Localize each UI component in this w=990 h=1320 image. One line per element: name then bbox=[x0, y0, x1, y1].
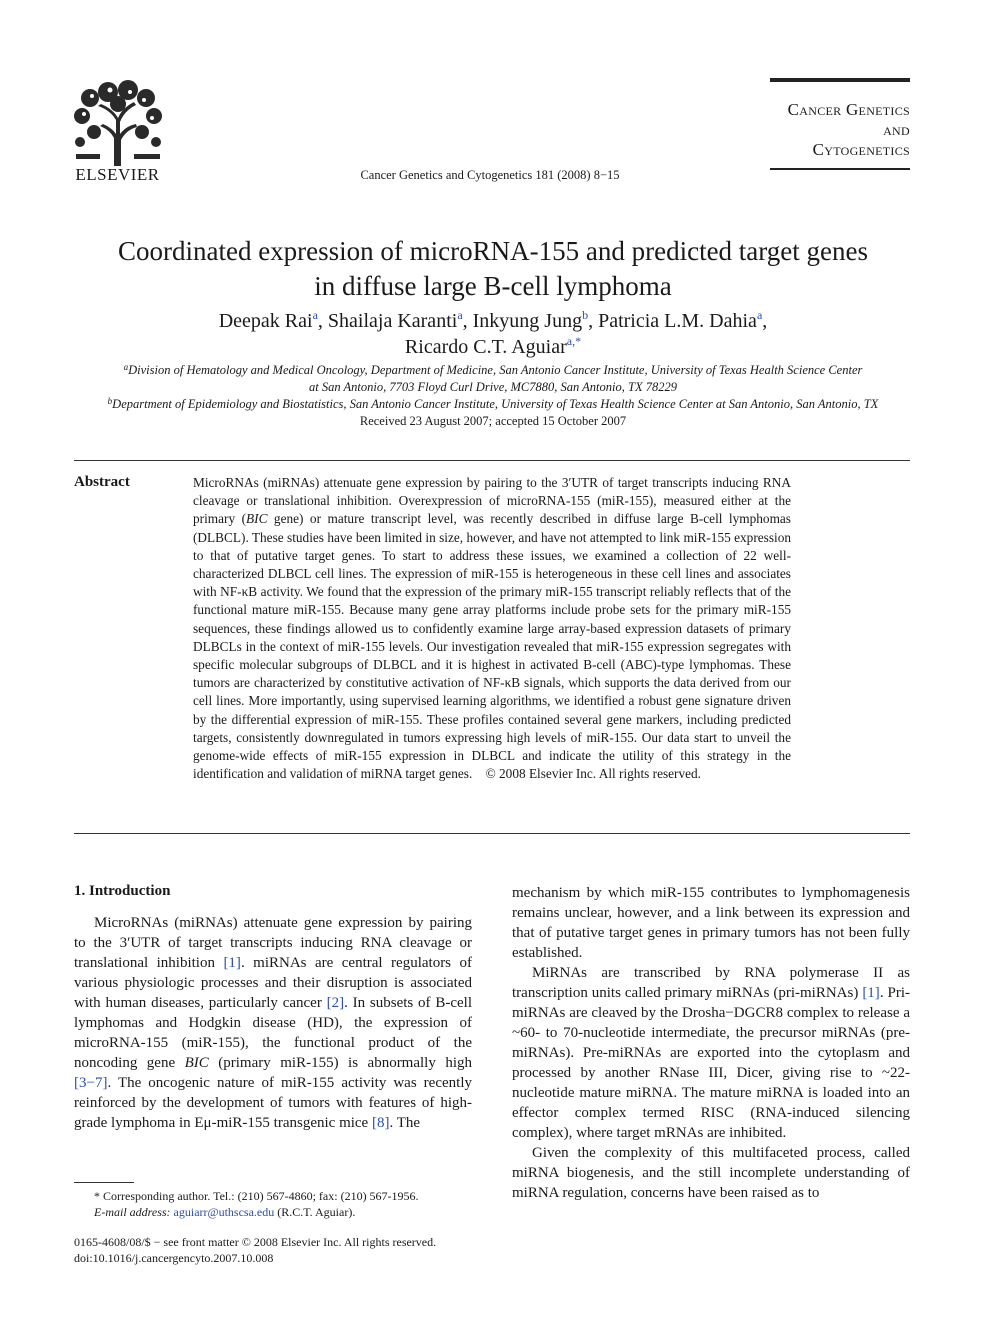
abstract-label: Abstract bbox=[74, 474, 130, 490]
author-affiliation-link[interactable]: a,* bbox=[566, 334, 582, 348]
corresponding-author: * Corresponding author. Tel.: (210) 567-4860; fax: (210) 567-1956. bbox=[94, 1189, 419, 1203]
author-line-1 bbox=[60, 308, 926, 334]
masthead-line-3: Cytogenetics bbox=[812, 140, 910, 159]
title-line-1: Coordinated expression of microRNA-155 and predicted target genes bbox=[117, 236, 869, 266]
elsevier-logo bbox=[70, 80, 165, 185]
author-affiliation-link[interactable]: b bbox=[582, 308, 589, 322]
masthead-title bbox=[770, 82, 910, 168]
intro-paragraph-2 bbox=[512, 963, 910, 1143]
elsevier-tree-logo-icon bbox=[70, 80, 165, 166]
author-separator: , bbox=[317, 310, 328, 332]
author-name: Deepak Rai bbox=[218, 310, 313, 332]
email-link[interactable]: aguiarr@uthscsa.edu bbox=[173, 1205, 275, 1219]
masthead-line-2: and bbox=[883, 120, 910, 139]
publisher-name: ELSEVIER bbox=[75, 165, 160, 184]
body-text: MicroRNAs (miRNAs) attenuate gene expression by pairing to the 3′UTR of target transcripts inducing RNA cleavage or translational inhibition bbox=[74, 915, 472, 971]
abstract-text-part: gene) or mature transcript level, was recently described in diffuse large B-cell lymphomas (DLBCL). These studies have been limited in size, however, and have not attempted to link miR-155 expression to that of putative target genes. To start to address these issues, we examined a collection of 22 well-characterized DLBCL cell lines. The expression of miR-155 is heterogeneous in these cell lines and associates with NF-κB activity. We found that the expression of the primary miR-155 transcript reliably reflects that of the functional mature miR-155. Because many gene array platforms include probe sets for the primary miR-155 sequences, these findings allowed us to confidently examine large array-based expression datasets of primary DLBCLs in the context of miR-155 levels. Our investigation revealed that miR-155 expression segregates with specific molecular subgroups of DLBCL and it is highest in activated B-cell (ABC)-type lymphomas. These tumors are characterized by constitutive activation of NF-κB signals, which supports the data derived from our cell lines. More importantly, using supervised learning algorithms, we identified a robust gene signature driven by the differential expression of miR-155. These profiles contained several gene markers, including predicted targets, consistently downregulated in tumors expressing high levels of miR-155. Our data start to unveil the genome-wide effects of miR-155 expression in DLBCL and indicate the utility of this strategy in the identification and validation of miRNA target genes. bbox=[193, 511, 791, 782]
article-title bbox=[60, 234, 926, 304]
footnote-corresponding bbox=[74, 1188, 494, 1220]
abstract-gene-name: BIC bbox=[246, 511, 268, 527]
affiliation-b-line-1: Department of Epidemiology and Biostatistics, San Antonio Cancer Institute, University of Texas Health Science Center at San Antonio, San Antonio, TX bbox=[112, 397, 879, 411]
masthead-bottom-rule bbox=[770, 168, 910, 170]
received-dates: Received 23 August 2007; accepted 15 October 2007 bbox=[359, 414, 627, 428]
email-suffix: (R.C.T. Aguiar). bbox=[274, 1205, 356, 1219]
body-text: . In subsets of B-cell lymphomas and Hodgkin disease (HD), the expression of microRNA-155 (miR-155), the functional product of the noncoding gene bbox=[74, 995, 472, 1071]
abstract-copyright: © 2008 Elsevier Inc. All rights reserved. bbox=[485, 766, 702, 782]
citation-link[interactable]: [1] bbox=[862, 985, 880, 1001]
front-matter-info bbox=[74, 1234, 514, 1266]
abstract-bottom-rule bbox=[74, 833, 910, 834]
email-label: E-mail address: bbox=[94, 1205, 171, 1219]
citation-link[interactable]: [2] bbox=[326, 995, 345, 1011]
author-name: Patricia L.M. Dahia bbox=[598, 310, 757, 332]
author-affiliation-link[interactable]: a bbox=[312, 308, 318, 322]
email-line bbox=[74, 1204, 494, 1220]
author-separator: , bbox=[588, 310, 599, 332]
abstract-top-rule bbox=[74, 460, 910, 461]
body-column-right bbox=[512, 883, 910, 1203]
affiliation-a-line-1: Division of Hematology and Medical Oncology, Department of Medicine, San Antonio Cancer Institute, University of Texas Health Science Center bbox=[128, 363, 863, 377]
doi-line: doi:10.1016/j.cancergencyto.2007.10.008 bbox=[74, 1251, 274, 1265]
body-text: MiRNAs are transcribed by RNA polymerase II as transcription units called primary miRNAs (pri-miRNAs) bbox=[512, 965, 910, 1001]
journal-masthead bbox=[770, 78, 910, 170]
author-separator: , bbox=[762, 310, 768, 332]
masthead-line-1: Cancer Genetics bbox=[787, 100, 910, 119]
citation-link[interactable]: [8] bbox=[371, 1115, 390, 1131]
title-line-2: in diffuse large B-cell lymphoma bbox=[314, 271, 672, 301]
abstract-text bbox=[193, 474, 791, 783]
affiliation-b bbox=[60, 396, 926, 413]
affiliation-label: b bbox=[107, 396, 113, 406]
author-line-2 bbox=[60, 334, 926, 360]
affiliation-a-line-2: at San Antonio, 7703 Floyd Curl Drive, MC7880, San Antonio, TX 78229 bbox=[309, 380, 677, 394]
body-text: (primary miR-155) is abnormally high bbox=[208, 1055, 472, 1071]
author-name: Inkyung Jung bbox=[472, 310, 583, 332]
author-separator: , bbox=[462, 310, 473, 332]
body-text: . The oncogenic nature of miR-155 activity was recently reinforced by the development of tumors with features of high-grade lymphoma in Eμ-miR-155 transgenic mice bbox=[74, 1075, 472, 1131]
body-text: . The bbox=[389, 1115, 421, 1131]
citation-link[interactable]: [3−7] bbox=[74, 1075, 108, 1091]
body-column-left bbox=[74, 913, 472, 1133]
intro-paragraph-1 bbox=[74, 913, 472, 1133]
affiliation-label: a bbox=[123, 362, 129, 372]
body-text: . Pri-miRNAs are cleaved by the Drosha−DGCR8 complex to release a ~60- to 70-nucleotide intermediate, the precursor miRNAs (pre-miRNAs). Pre-miRNAs are exported into the cytoplasm and processed by another RNase III, Dicer, giving rise to ~22-nucleotide mature miRNA. The mature miRNA is loaded into an effector complex termed RISC (RNA-induced silencing complex), where target mRNAs are inhibited. bbox=[512, 985, 911, 1141]
body-text: . miRNAs are central regulators of various physiologic processes and their disruption is associated with human diseases, particularly cancer bbox=[74, 955, 472, 1011]
footnote-rule bbox=[74, 1182, 134, 1183]
author-affiliation-link[interactable]: a bbox=[457, 308, 463, 322]
intro-paragraph-3: Given the complexity of this multifaceted process, called miRNA biogenesis, and the still incomplete understanding of miRNA regulation, concerns have been raised as to bbox=[512, 1145, 910, 1201]
affiliation-a bbox=[60, 362, 926, 396]
section-heading-introduction: 1. Introduction bbox=[74, 883, 171, 899]
author-name: Shailaja Karanti bbox=[327, 310, 458, 332]
abstract-text-part: MicroRNAs (miRNAs) attenuate gene expression by pairing to the 3′UTR of target transcripts inducing RNA cleavage or translational inhibition. Overexpression of microRNA-155 (miR-155), measured either at the primary ( bbox=[193, 475, 791, 527]
citation-link[interactable]: [1] bbox=[223, 955, 241, 971]
issn-line: 0165-4608/08/$ − see front matter © 2008 Elsevier Inc. All rights reserved. bbox=[74, 1235, 437, 1249]
journal-citation: Cancer Genetics and Cytogenetics 181 (2008) 8−15 bbox=[360, 168, 620, 182]
author-affiliation-link[interactable]: a bbox=[756, 308, 763, 322]
author-name: Ricardo C.T. Aguiar bbox=[404, 336, 567, 358]
gene-name: BIC bbox=[184, 1055, 209, 1071]
intro-paragraph-1-continued: mechanism by which miR-155 contributes to lymphomagenesis remains unclear, however, and a link between its expression and that of putative target genes in primary tumors has not been fully established. bbox=[512, 885, 910, 961]
author-list bbox=[60, 308, 926, 360]
